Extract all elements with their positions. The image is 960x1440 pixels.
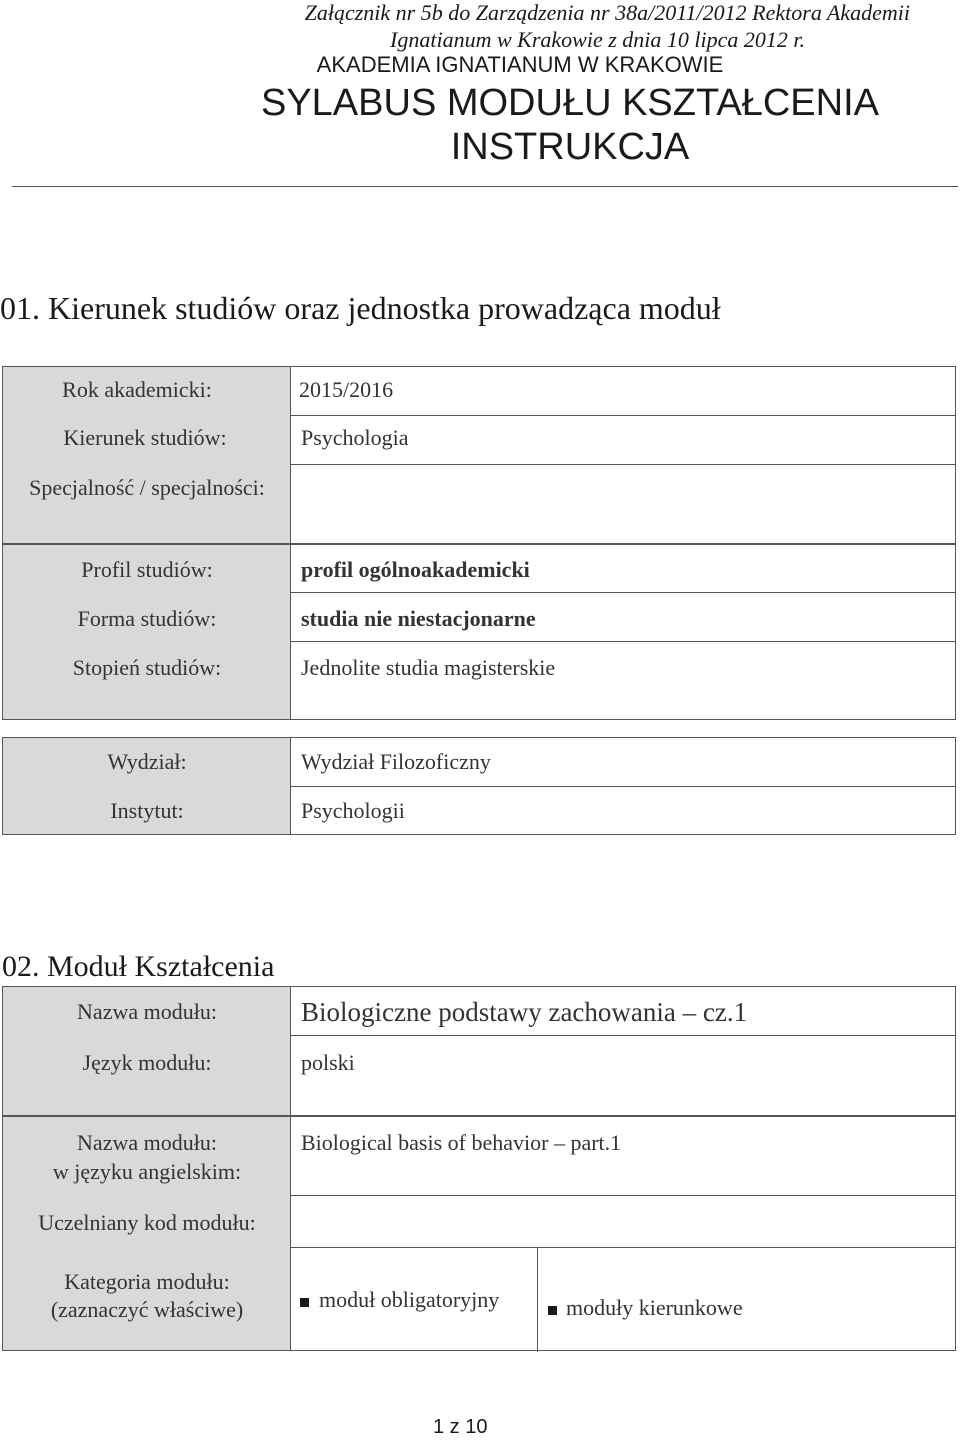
module-name-value: Biologiczne podstawy zachowania – cz.1 [301, 997, 748, 1027]
category-option2-bullet-icon [548, 1306, 557, 1315]
institute-value: Psychologii [301, 798, 405, 823]
category-option1-bullet-icon [300, 1298, 309, 1307]
module-language-value: polski [301, 1050, 355, 1075]
module-name-en-label-line2: w języku angielskim: [52, 1159, 242, 1184]
faculty-value: Wydział Filozoficzny [301, 749, 491, 774]
attachment-note-line1: Załącznik nr 5b do Zarządzenia nr 38a/2011/2012 Rektora Akademii [304, 0, 910, 25]
category-option1: moduł obligatoryjny [319, 1287, 500, 1312]
academic-year-label: Rok akademicki: [62, 377, 212, 402]
institution-name: AKADEMIA IGNATIANUM W KRAKOWIE [316, 52, 724, 77]
document-title: SYLABUS MODUŁU KSZTAŁCENIA [260, 82, 879, 124]
study-info-table [2, 366, 956, 544]
study-degree-value: Jednolite studia magisterskie [301, 655, 556, 680]
study-profile-label: Profil studiów: [81, 557, 213, 582]
section-02-title: 02. Moduł Kształcenia [2, 950, 275, 983]
field-of-study-value: Psychologia [301, 425, 409, 450]
study-form-label: Forma studiów: [77, 606, 217, 631]
module-language-label: Język modułu: [82, 1050, 212, 1075]
study-profile-value: profil ogólnoakademicki [301, 557, 530, 582]
module-category-label-line2: (zaznaczyć właściwe) [50, 1297, 244, 1322]
faculty-table [2, 737, 956, 835]
section-01-title: 01. Kierunek studiów oraz jednostka prowadząca moduł [0, 290, 721, 326]
page-number: 1 z 10 [433, 1416, 488, 1438]
module-name-en-value: Biological basis of behavior – part.1 [301, 1130, 622, 1155]
study-profile-table [2, 544, 956, 720]
header-divider [12, 186, 958, 187]
study-form-value: studia nie niestacjonarne [301, 606, 536, 631]
category-option2: moduły kierunkowe [566, 1295, 743, 1320]
module-details-table [2, 1116, 956, 1351]
institute-label: Instytut: [110, 798, 184, 823]
module-code-label: Uczelniany kod modułu: [38, 1210, 256, 1235]
study-degree-label: Stopień studiów: [72, 655, 222, 680]
module-name-en-label-line1: Nazwa modułu: [77, 1130, 217, 1155]
specialization-label: Specjalność / specjalności: [29, 475, 265, 500]
academic-year-value: 2015/2016 [299, 377, 394, 402]
field-of-study-label: Kierunek studiów: [63, 425, 227, 450]
document-subtitle: INSTRUKCJA [450, 126, 690, 168]
attachment-note-line2: Ignatianum w Krakowie z dnia 10 lipca 2012 r. [390, 27, 805, 52]
faculty-label: Wydział: [107, 749, 187, 774]
module-table [2, 986, 956, 1116]
module-category-label-line1: Kategoria modułu: [64, 1269, 230, 1294]
module-name-label: Nazwa modułu: [77, 999, 217, 1024]
